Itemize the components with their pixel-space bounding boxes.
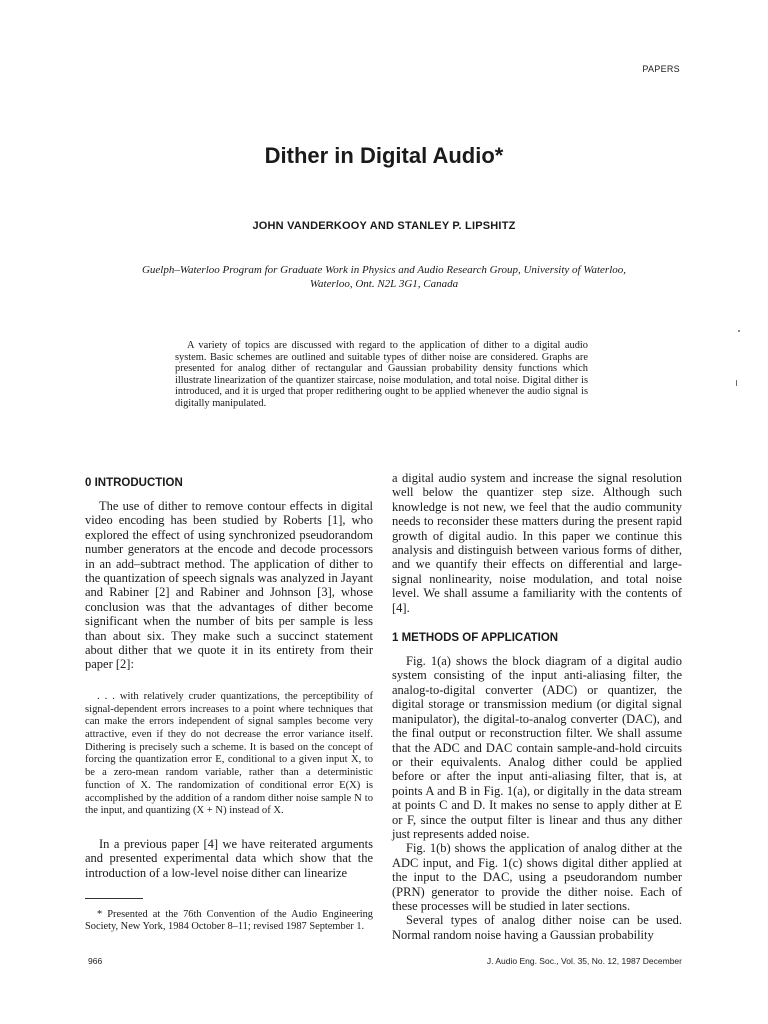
affiliation — [84, 263, 684, 291]
right-column — [392, 471, 682, 942]
footnote: * Presented at the 76th Convention of the Audio Engineering Society, New York, 1984 October 8–11; revised 1987 September 1. — [85, 909, 373, 932]
methods-heading: 1 METHODS OF APPLICATION — [392, 632, 559, 645]
scan-speck — [736, 380, 737, 386]
paper-authors: JOHN VANDERKOOY AND STANLEY P. LIPSHITZ — [252, 220, 516, 232]
methods-paragraph-2: Fig. 1(b) shows the application of analog dither at the ADC input, and Fig. 1(c) shows digital dither applied at the input to the DAC, using a pseudorandom number (PRN) generator to provide the dither noise. Each of these processes will be studied in later sections. — [392, 841, 682, 913]
section-label: PAPERS — [642, 64, 680, 74]
affiliation-line-1: Guelph–Waterloo Program for Graduate Work in Physics and Audio Research Group, University of Waterloo, — [141, 264, 627, 276]
journal-reference: J. Audio Eng. Soc., Vol. 35, No. 12, 1987 December — [486, 956, 682, 966]
left-column — [85, 477, 373, 880]
intro-heading: 0 INTRODUCTION — [85, 477, 183, 489]
intro-paragraph-2-continued: a digital audio system and increase the signal resolution well below the quantizer step size. Although such knowledge is not new, we feel that the audio community needs to reconsider these matters during the present rapid growth of digital audio. In this paper we continue this analysis and distinguish between various forms of dither, and we quantify their effects on differential and large-signal nonlinearity, noise modulation, and total noise level. We shall assume a familiarity with the contents of [4]. — [392, 471, 682, 615]
methods-paragraph-1: Fig. 1(a) shows the block diagram of a digital audio system consisting of the input anti-aliasing filter, the analog-to-digital converter (ADC) or quantizer, the digital storage or transmission medium (or digital signal manipulator), the digital-to-analog converter (DAC), and the final output or reconstruction filter. We shall assume that the ADC and DAC contain sample-and-hold circuits or their equivalents. Analog dither could be applied before or after the input anti-aliasing filter, that is, at points A and B in Fig. 1(a), or digitally in the data stream at points C and D. It makes no sense to apply dither at E or F, since the output filter is linear and thus any dither just represents added noise. — [392, 654, 682, 841]
paper-title: Dither in Digital Audio* — [264, 143, 504, 168]
intro-paragraph-1: The use of dither to remove contour effects in digital video encoding has been studied by Roberts [1], who explored the effect of using synchronized pseudorandom number generators at the encode and decode processors in an add–subtract method. The application of dither to the quantization of speech signals was analyzed in Jayant and Rabiner [2] and Rabiner and Johnson [3], whose conclusion was that the advantages of dither become significant when the number of bits per sample is less than about six. They make such a succinct statement about dither that we quote it in its entirety from their paper [2]: — [85, 499, 373, 672]
block-quote: . . . with relatively cruder quantizations, the perceptibility of signal-dependent errors increases to a point where techniques that can make the errors independent of signal samples become very attractive, even if they do not decrease the error variance itself. Dithering is precisely such a scheme. It is based on the concept of forcing the quantization error E, conditional to a given input X, to be a zero-mean random variable, rather than a deterministic function of X. The randomization of conditional error E(X) is accomplished by the addition of a random dither noise sample N to the input, and quantizing (X + N) instead of X. — [85, 690, 373, 817]
page-number: 966 — [88, 956, 103, 966]
abstract: A variety of topics are discussed with regard to the application of dither to a digital audio system. Basic schemes are outlined and suitable types of dither noise are considered. Graphs are presented for analog dither of rectangular and Gaussian probability density functions which illustrate linearization of the quantizer staircase, noise modulation, and total noise. Digital dither is introduced, and it is urged that proper redithering ought to be applied whenever the audio signal is digitally manipulated. — [175, 340, 588, 409]
affiliation-line-2: Waterloo, Ont. N2L 3G1, Canada — [309, 278, 459, 290]
scan-speck — [738, 330, 740, 332]
methods-paragraph-3: Several types of analog dither noise can be used. Normal random noise having a Gaussian probability — [392, 913, 682, 942]
intro-paragraph-2: In a previous paper [4] we have reiterated arguments and presented experimental data which show that the introduction of a low-level noise dither can linearize — [85, 836, 373, 880]
footnote-rule — [85, 898, 143, 899]
